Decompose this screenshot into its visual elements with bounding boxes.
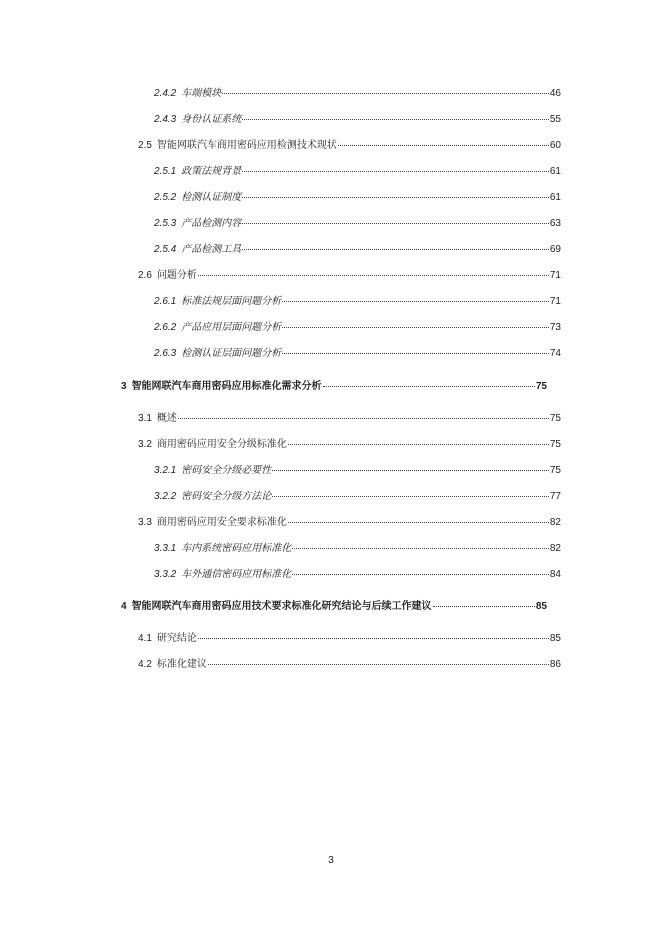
toc-entry[interactable] [154, 464, 561, 478]
dot-leader [272, 495, 549, 497]
toc-entry-page: 75 [549, 439, 561, 450]
dot-leader [272, 469, 549, 471]
toc-entry-title: 商用密码应用安全要求标准化 [156, 517, 287, 528]
dot-leader [282, 352, 549, 354]
toc-entry-title: 产品检测内容 [181, 218, 242, 229]
toc-entry-number: 3.3 [138, 517, 152, 528]
toc-entry-page: 69 [549, 244, 561, 255]
toc-entry-number: 3.3.2 [154, 569, 177, 580]
toc-entry[interactable] [154, 87, 561, 101]
toc-entry[interactable] [154, 347, 561, 361]
toc-entry[interactable] [154, 568, 561, 582]
toc-entry-page: 60 [549, 140, 561, 151]
dot-leader [242, 196, 549, 198]
toc-entry-number: 4.2 [138, 659, 152, 670]
toc-entry-title: 检测认证层面问题分析 [181, 348, 282, 359]
toc-entry-page: 84 [549, 569, 561, 580]
toc-entry-title: 车外通信密码应用标准化 [181, 569, 292, 580]
dot-leader [292, 573, 549, 575]
toc-entry-page: 77 [549, 491, 561, 502]
toc-entry-title: 检测认证制度 [181, 192, 242, 203]
toc-entry-number: 4.1 [138, 633, 152, 644]
toc-entry-number: 2.5.3 [154, 218, 177, 229]
toc-entry-number: 2.6.1 [154, 296, 177, 307]
toc-entry-number: 2.4.3 [154, 114, 177, 125]
toc-entry-title: 概述 [156, 413, 177, 424]
toc-entry-title: 车内系统密码应用标准化 [181, 543, 292, 554]
toc-entry-number: 2.5 [138, 140, 152, 151]
toc-entry[interactable] [138, 438, 561, 452]
toc-entry-title: 产品检测工具 [181, 244, 242, 255]
toc-entry[interactable] [154, 243, 561, 257]
toc-entry-number: 3 [121, 381, 127, 392]
dot-leader [338, 144, 549, 146]
toc-entry[interactable] [154, 217, 561, 231]
toc-entry-number: 2.5.1 [154, 166, 177, 177]
toc-entry[interactable] [154, 321, 561, 335]
dot-leader [178, 417, 549, 419]
toc-entry-title: 商用密码应用安全分级标准化 [156, 439, 287, 450]
toc-entry-page: 46 [549, 88, 561, 99]
toc-entry[interactable] [154, 165, 561, 179]
toc-entry-page: 61 [549, 166, 561, 177]
dot-leader [242, 222, 549, 224]
dot-leader [282, 300, 549, 302]
toc-entry-title: 车端模块 [181, 88, 222, 99]
toc-entry[interactable] [138, 139, 561, 153]
toc-entry-page: 85 [535, 601, 547, 612]
page-number: 3 [328, 855, 334, 866]
toc-entry-title: 身份认证系统 [181, 114, 242, 125]
dot-leader [242, 248, 549, 250]
toc-entry-page: 82 [549, 543, 561, 554]
toc-entry-number: 2.4.2 [154, 88, 177, 99]
toc-entry-page: 75 [535, 381, 547, 392]
dot-leader [198, 274, 549, 276]
toc-entry[interactable] [154, 191, 561, 205]
toc-entry-title: 标准法规层面问题分析 [181, 296, 282, 307]
dot-leader [242, 170, 549, 172]
dot-leader [198, 637, 549, 639]
toc-entry-number: 4 [121, 601, 127, 612]
dot-leader [433, 605, 535, 607]
toc-entry-page: 71 [549, 270, 561, 281]
toc-entry-number: 3.1 [138, 413, 152, 424]
toc-entry-title: 问题分析 [156, 270, 197, 281]
toc-entry-title: 产品应用层面问题分析 [181, 322, 282, 333]
toc-entry-title: 智能网联汽车商用密码应用检测技术现状 [156, 140, 337, 151]
toc-entry[interactable] [154, 113, 561, 127]
toc-entry[interactable] [154, 542, 561, 556]
toc-entry-page: 63 [549, 218, 561, 229]
toc-entry[interactable] [154, 490, 561, 504]
toc-entry-page: 86 [549, 659, 561, 670]
toc-entry-page: 82 [549, 517, 561, 528]
toc-entry-title: 政策法规背景 [181, 166, 242, 177]
dot-leader [208, 663, 549, 665]
toc-entry-page: 75 [549, 465, 561, 476]
toc-entry[interactable] [138, 632, 561, 646]
dot-leader [323, 385, 535, 387]
toc-entry-number: 2.5.4 [154, 244, 177, 255]
dot-leader [288, 443, 549, 445]
toc-entry-page: 55 [549, 114, 561, 125]
toc-entry-title: 智能网联汽车商用密码应用标准化需求分析 [131, 381, 322, 392]
toc-entry-number: 3.2.2 [154, 491, 177, 502]
dot-leader [282, 326, 549, 328]
toc-entry[interactable] [138, 269, 561, 283]
toc-entry-chapter[interactable] [121, 380, 547, 394]
toc-entry-page: 73 [549, 322, 561, 333]
toc-entry-page: 74 [549, 348, 561, 359]
toc-entry[interactable] [154, 295, 561, 309]
toc-entry-number: 3.3.1 [154, 543, 177, 554]
toc-entry-page: 61 [549, 192, 561, 203]
toc-entry-number: 3.2.1 [154, 465, 177, 476]
toc-entry-number: 2.6.2 [154, 322, 177, 333]
toc-entry-title: 智能网联汽车商用密码应用技术要求标准化研究结论与后续工作建议 [131, 601, 432, 612]
toc-entry-page: 71 [549, 296, 561, 307]
dot-leader [222, 92, 549, 94]
dot-leader [292, 547, 549, 549]
toc-entry-number: 2.6.3 [154, 348, 177, 359]
dot-leader [242, 118, 549, 120]
toc-entry-page: 75 [549, 413, 561, 424]
toc-entry-title: 研究结论 [156, 633, 197, 644]
toc-entry-title: 密码安全分级方法论 [181, 491, 272, 502]
toc-entry-title: 密码安全分级必要性 [181, 465, 272, 476]
toc-entry-number: 2.5.2 [154, 192, 177, 203]
toc-entry-number: 3.2 [138, 439, 152, 450]
toc-entry[interactable] [138, 658, 561, 672]
toc-entry-number: 2.6 [138, 270, 152, 281]
toc-entry-title: 标准化建议 [156, 659, 207, 670]
toc-entry-page: 85 [549, 633, 561, 644]
toc-entry[interactable] [138, 516, 561, 530]
dot-leader [288, 521, 549, 523]
toc-entry-chapter[interactable] [121, 600, 547, 614]
toc-entry[interactable] [138, 412, 561, 426]
